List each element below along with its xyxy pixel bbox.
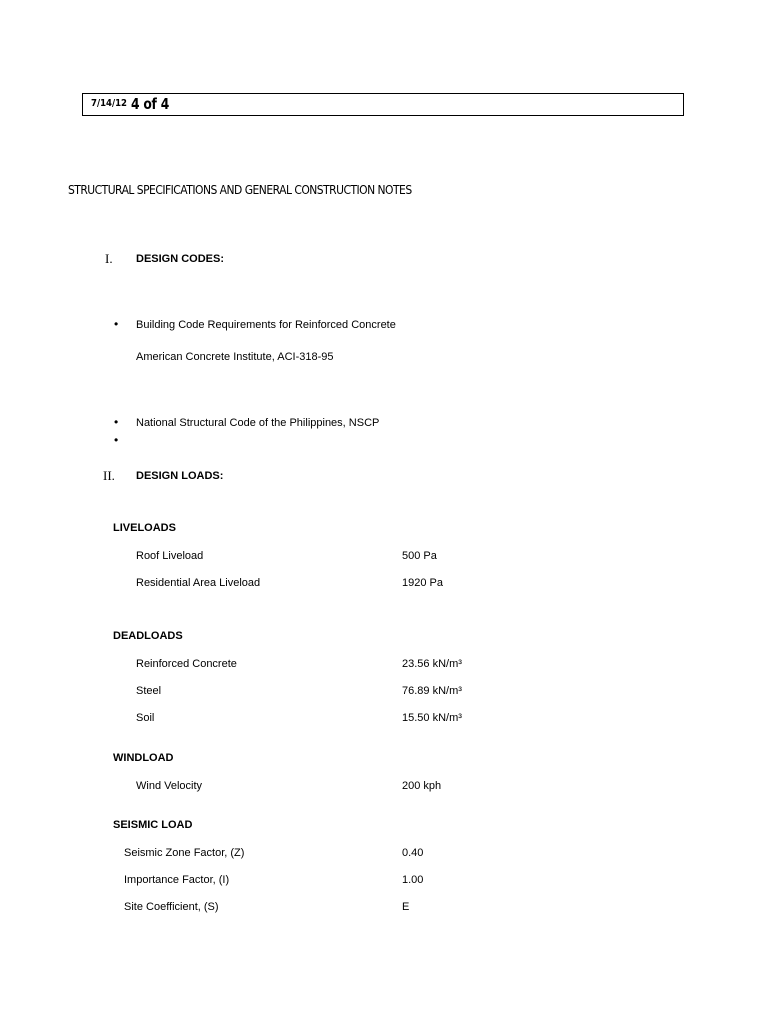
group-heading-windload: WINDLOAD [113, 752, 174, 764]
load-label: Importance Factor, (I) [124, 874, 230, 886]
design-code-aci-title: Building Code Requirements for Reinforced Concrete [136, 319, 396, 331]
bullet-symbol: • [114, 317, 119, 331]
load-value: 15.50 kN/m³ [402, 712, 462, 724]
load-value: 200 kph [402, 780, 442, 792]
load-label: Roof Liveload [136, 550, 204, 562]
load-value: 1.00 [402, 874, 424, 886]
section-numeral-2: II. [103, 468, 115, 483]
load-value: 76.89 kN/m³ [402, 685, 462, 697]
load-label: Reinforced Concrete [136, 658, 237, 670]
bullet-symbol: • [114, 433, 119, 447]
bullet-symbol: • [114, 415, 119, 429]
section-heading-design-codes: DESIGN CODES: [136, 253, 225, 265]
page-header-box [82, 93, 684, 116]
design-code-nscp: National Structural Code of the Philippines, NSCP [136, 417, 380, 429]
section-heading-design-loads: DESIGN LOADS: [136, 470, 224, 482]
load-label: Wind Velocity [136, 780, 203, 792]
load-value: 500 Pa [402, 550, 437, 562]
section-numeral-1: I. [105, 251, 113, 266]
load-label: Seismic Zone Factor, (Z) [124, 847, 245, 859]
group-heading-seismic-load: SEISMIC LOAD [113, 819, 193, 831]
load-value: 0.40 [402, 847, 424, 859]
load-label: Soil [136, 712, 155, 724]
header-date: 7/14/12 [91, 98, 127, 109]
load-label: Residential Area Liveload [136, 577, 261, 589]
load-value: E [402, 901, 410, 913]
load-value: 23.56 kN/m³ [402, 658, 462, 670]
load-label: Site Coefficient, (S) [124, 901, 219, 913]
header-page-number: 4 of 4 [131, 95, 170, 113]
group-heading-deadloads: DEADLOADS [113, 630, 183, 642]
load-value: 1920 Pa [402, 577, 443, 589]
design-code-aci-source: American Concrete Institute, ACI-318-95 [136, 351, 334, 363]
group-heading-liveloads: LIVELOADS [113, 522, 176, 534]
load-label: Steel [136, 685, 162, 697]
document-title: STRUCTURAL SPECIFICATIONS AND GENERAL CONSTRUCTION NOTES [68, 182, 412, 197]
